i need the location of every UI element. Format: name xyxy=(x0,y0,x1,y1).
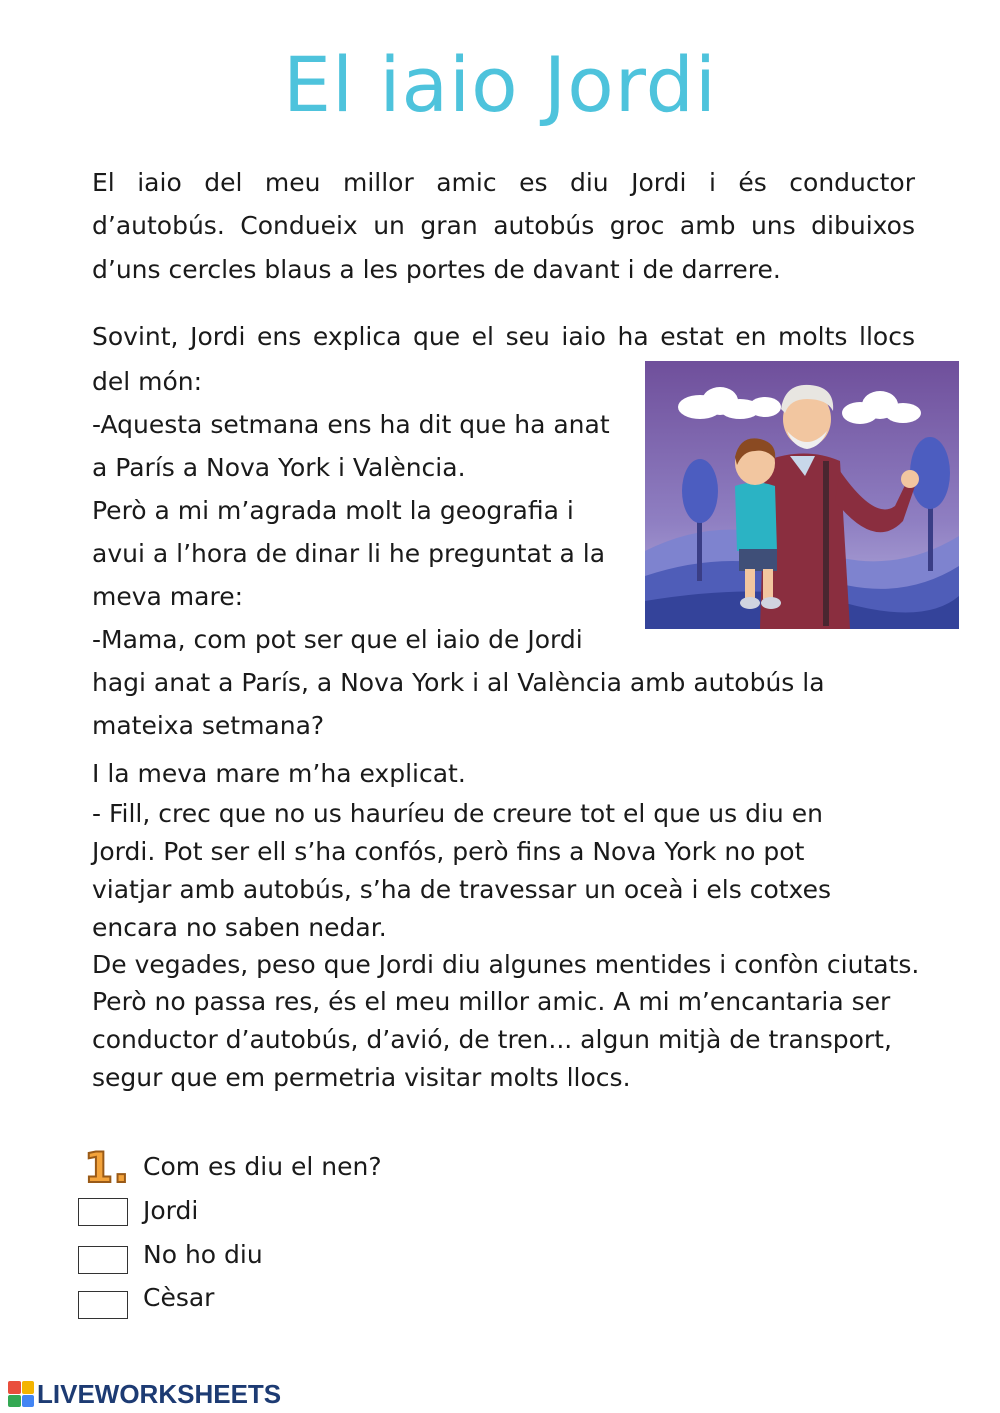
paragraph-2-line-10: mateixa setmana? xyxy=(92,711,325,740)
liveworksheets-logo-icon xyxy=(8,1381,34,1407)
paragraph-2-line-5: Però a mi m’agrada molt la geografia i xyxy=(92,496,574,525)
paragraph-3-line-8: conductor d’autobús, d’avió, de tren... algun mitjà de transport, xyxy=(92,1025,892,1054)
paragraph-2-line-4: a París a Nova York i València. xyxy=(92,453,466,482)
paragraph-2-line-2: del món: xyxy=(92,367,203,396)
paragraph-3-line-9: segur que em permetria visitar molts llocs. xyxy=(92,1063,631,1092)
page-title: El iaio Jordi xyxy=(283,40,717,129)
paragraph-2-line-1: Sovint, Jordi ens explica que el seu iaio ha estat en molts llocs xyxy=(92,322,915,351)
paragraph-2-line-8: -Mama, com pot ser que el iaio de Jordi xyxy=(92,625,583,654)
paragraph-2-line-7: meva mare: xyxy=(92,582,244,611)
question-text: Com es diu el nen? xyxy=(143,1152,382,1181)
option-label-no-ho-diu: No ho diu xyxy=(143,1240,263,1269)
option-checkbox-cesar[interactable] xyxy=(78,1291,128,1319)
paragraph-1-line-2: d’autobús. Condueix un gran autobús groc amb uns dibuixos xyxy=(92,211,915,240)
paragraph-3-line-3: Jordi. Pot ser ell s’ha confós, però fins a Nova York no pot xyxy=(92,837,805,866)
option-label-jordi: Jordi xyxy=(143,1196,199,1225)
option-checkbox-no-ho-diu[interactable] xyxy=(78,1246,128,1274)
footer xyxy=(8,1380,281,1408)
paragraph-3-line-1: I la meva mare m’ha explicat. xyxy=(92,759,466,788)
question-number: 1. xyxy=(84,1143,130,1192)
paragraph-1-line-1: El iaio del meu millor amic es diu Jordi i és conductor xyxy=(92,168,915,197)
paragraph-3-line-4: viatjar amb autobús, s’ha de travessar un oceà i els cotxes xyxy=(92,875,831,904)
option-checkbox-jordi[interactable] xyxy=(78,1198,128,1226)
paragraph-3-line-6: De vegades, peso que Jordi diu algunes mentides i confòn ciutats. xyxy=(92,950,920,979)
grandfather-and-boy-illustration xyxy=(645,361,959,629)
paragraph-3-line-7: Però no passa res, és el meu millor amic. A mi m’encantaria ser xyxy=(92,987,891,1016)
option-label-cesar: Cèsar xyxy=(143,1283,215,1312)
illustration-svg xyxy=(645,361,959,629)
paragraph-2-line-9: hagi anat a París, a Nova York i al València amb autobús la xyxy=(92,668,825,697)
paragraph-2-line-6: avui a l’hora de dinar li he preguntat a la xyxy=(92,539,606,568)
footer-brand[interactable]: LIVEWORKSHEETS xyxy=(37,1378,282,1409)
paragraph-3-line-2: - Fill, crec que no us hauríeu de creure tot el que us diu en xyxy=(92,799,823,828)
paragraph-2-line-3: -Aquesta setmana ens ha dit que ha anat xyxy=(92,410,610,439)
paragraph-1-line-3: d’uns cercles blaus a les portes de davant i de darrere. xyxy=(92,255,781,284)
paragraph-3-line-5: encara no saben nedar. xyxy=(92,913,387,942)
